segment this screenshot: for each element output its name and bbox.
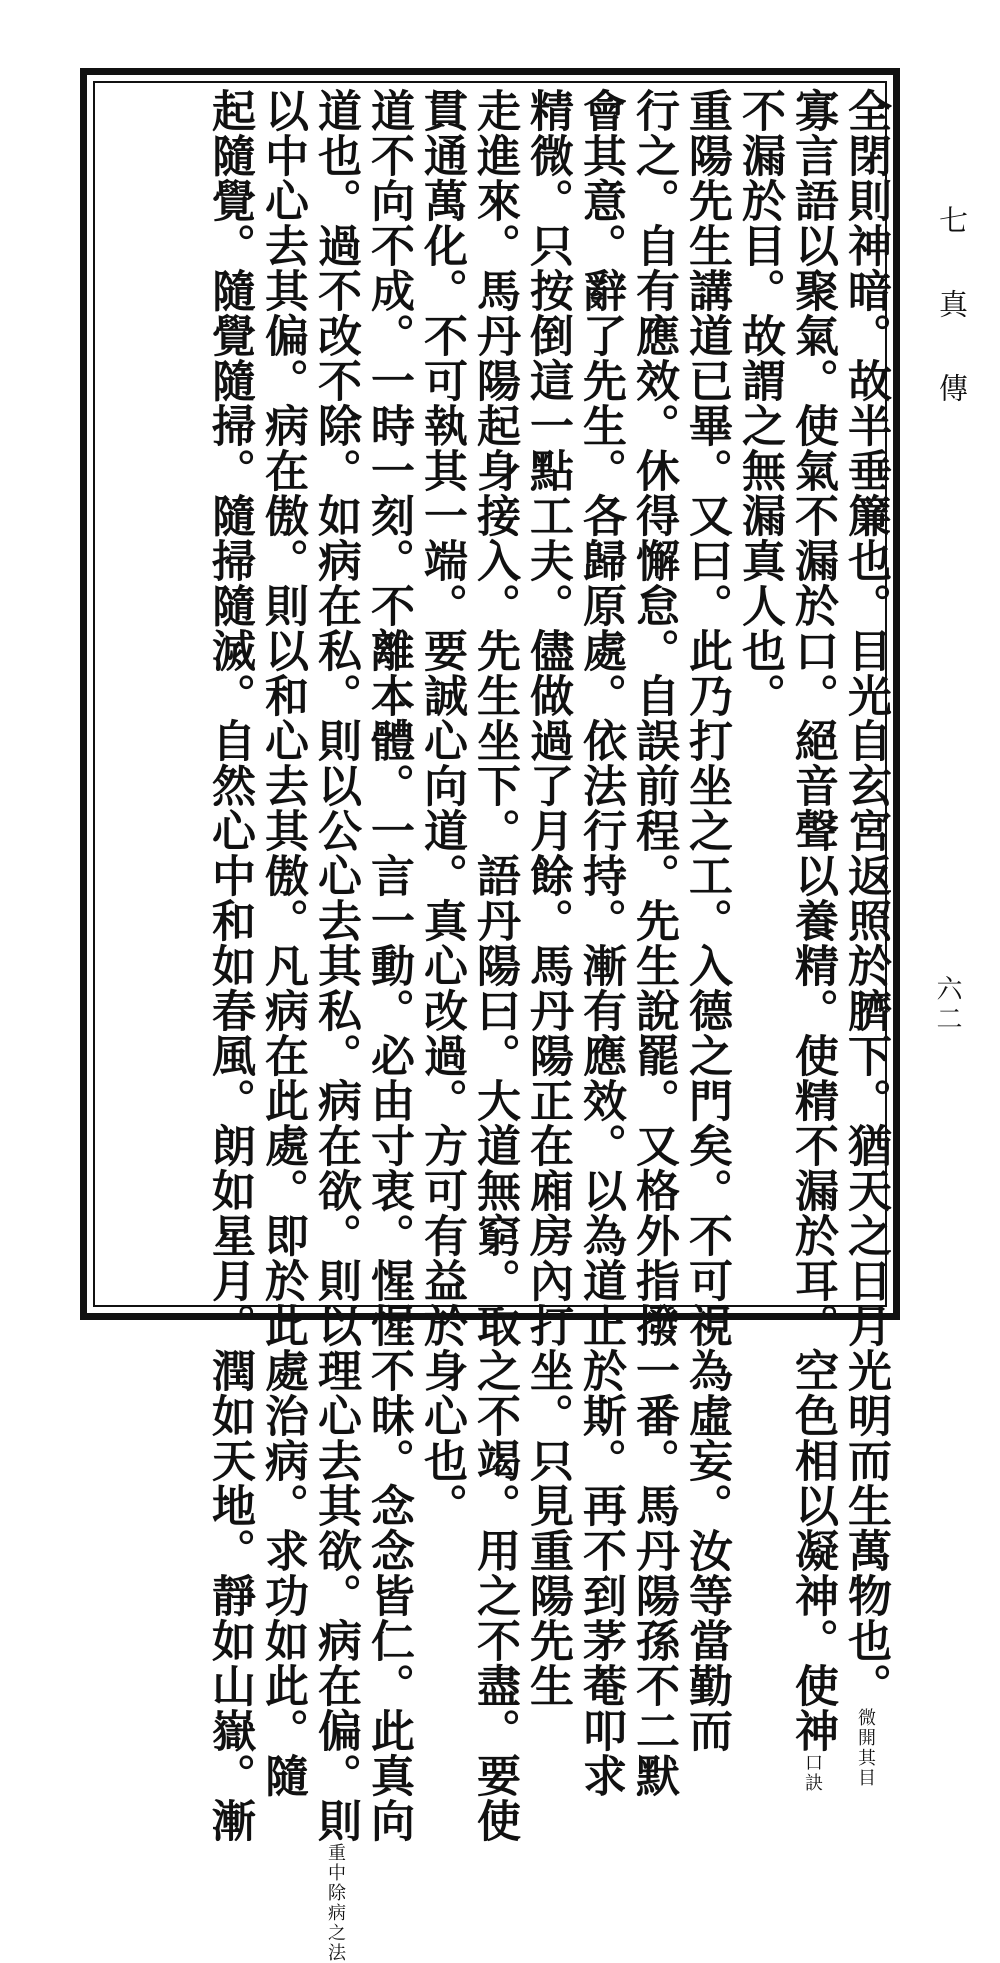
text-column bbox=[574, 88, 627, 1798]
margin-title: 七真傳 bbox=[935, 205, 969, 457]
text-column bbox=[468, 88, 521, 1843]
text-column bbox=[203, 88, 256, 1843]
annotation-note: 重中除病之法 bbox=[325, 1843, 346, 1963]
column-text: 不漏於目。故謂之無漏真人也。 bbox=[734, 88, 785, 718]
column-text: 以中心去其偏。病在傲。則以和心去其傲。凡病在此處。即於此處治病。求功如此。隨 bbox=[257, 88, 308, 1798]
text-column bbox=[627, 88, 680, 1798]
column-text: 起隨覺。隨覺隨掃。隨掃隨滅。自然心中和如春風。朗如星月。潤如天地。靜如山嶽。漸 bbox=[204, 88, 255, 1843]
column-text: 重陽先生講道已畢。又曰。此乃打坐之工。入德之門矣。不可視為虛妄。汝等當勤而 bbox=[681, 88, 732, 1753]
column-text: 寡言語以聚氣。使氣不漏於口。絕音聲以養精。使精不漏於耳。空色相以凝神。使神 bbox=[787, 88, 838, 1753]
page-number: 六二 bbox=[932, 975, 962, 1035]
text-column bbox=[309, 88, 362, 1963]
text-column bbox=[521, 88, 574, 1708]
text-column bbox=[415, 88, 468, 1528]
text-column bbox=[786, 88, 839, 1793]
column-text: 會其意。辭了先生。各歸原處。依法行持。漸有應效。以為道止於斯。再不到茅菴叩求 bbox=[575, 88, 626, 1798]
column-text: 行之。自有應效。休得懈怠。自誤前程。先生說罷。又格外指撥一番。馬丹陽孫不二默 bbox=[628, 88, 679, 1798]
column-text: 道不向不成。一時一刻。不離本體。一言一動。必由寸衷。惺惺不昧。念念皆仁。此真向 bbox=[363, 88, 414, 1843]
text-column bbox=[256, 88, 309, 1798]
text-column bbox=[680, 88, 733, 1753]
annotation-note: 微開其目 bbox=[855, 1708, 876, 1788]
annotation-note: 口訣 bbox=[802, 1753, 823, 1793]
column-text: 全閉則神暗。故半垂簾也。目光自玄宮返照於臍下。猶天之日月光明而生萬物也。 bbox=[840, 88, 891, 1708]
text-column bbox=[362, 88, 415, 1843]
column-text: 貫通萬化。不可執其一端。要誠心向道。真心改過。方可有益於身心也。 bbox=[416, 88, 467, 1528]
column-text: 走進來。馬丹陽起身接入。先生坐下。語丹陽曰。大道無窮。取之不竭。用之不盡。要使 bbox=[469, 88, 520, 1843]
text-column bbox=[733, 88, 786, 1310]
text-column bbox=[839, 88, 892, 1788]
column-text: 精微。只按倒這一點工夫。儘做過了月餘。馬丹陽正在廂房內打坐。只見重陽先生 bbox=[522, 88, 573, 1708]
text-body bbox=[92, 88, 892, 1963]
column-text: 道也。過不改不除。如病在私。則以公心去其私。病在欲。則以理心去其欲。病在偏。則 bbox=[310, 88, 361, 1843]
